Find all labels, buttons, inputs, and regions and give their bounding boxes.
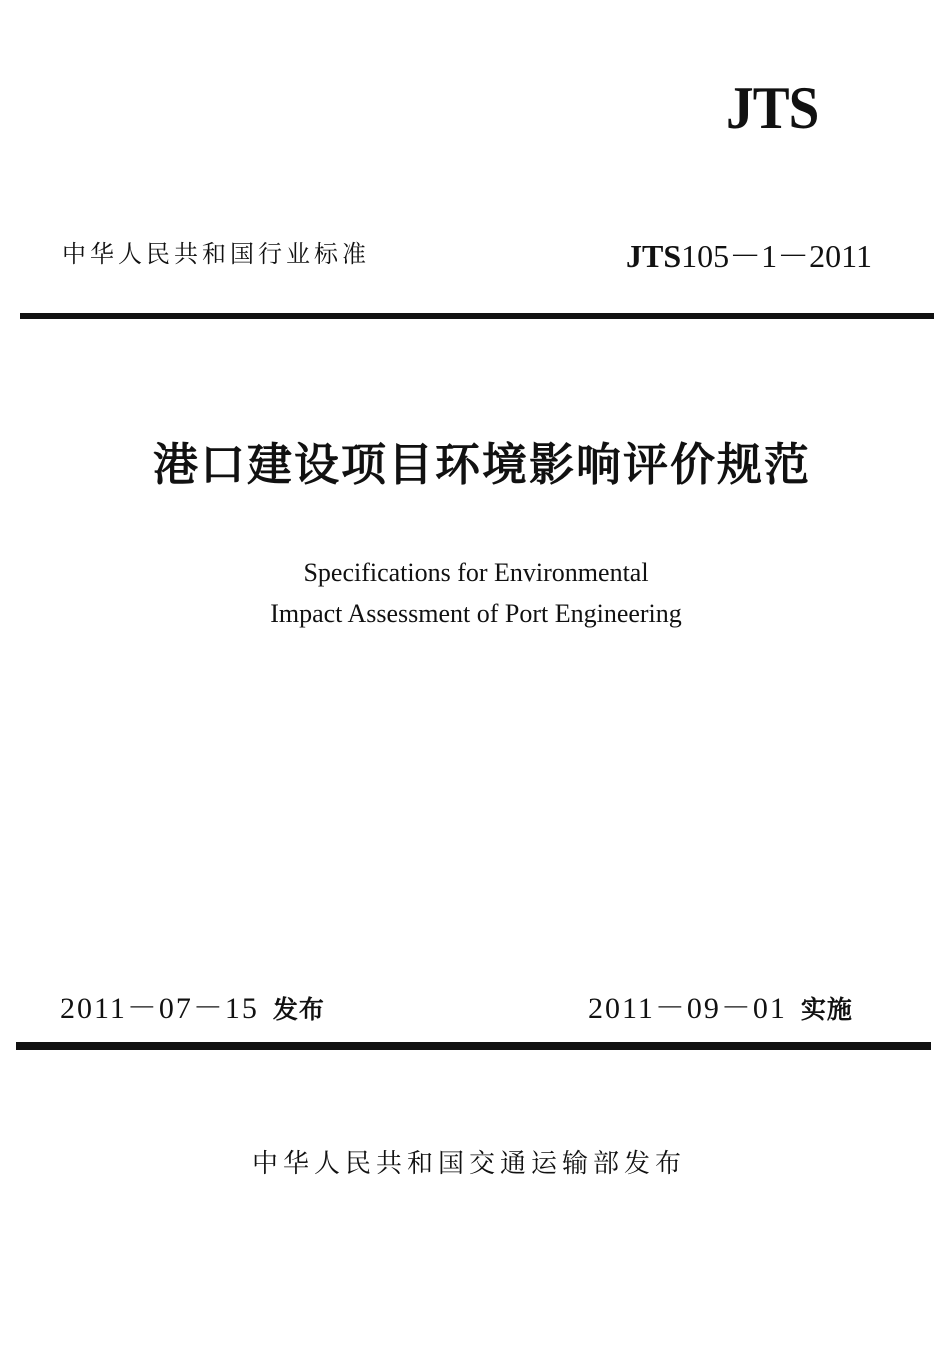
standard-code xyxy=(626,240,872,272)
title-english-line1: Specifications for Environmental xyxy=(303,558,649,587)
bottom-divider xyxy=(16,1042,931,1050)
publisher: 中华人民共和国交通运输部发布 xyxy=(251,1149,686,1179)
jts-logo: JTS xyxy=(725,75,818,141)
standard-category: 中华人民共和国行业标准 xyxy=(62,240,370,268)
implement-date-block xyxy=(588,994,853,1024)
issue-date: 2011－07－15 xyxy=(60,992,259,1025)
standard-code-prefix: JTS xyxy=(626,238,682,274)
standard-code-number: 105－1－2011 xyxy=(681,238,872,274)
title-english-line2: Impact Assessment of Port Engineering xyxy=(270,599,682,628)
implement-date: 2011－09－01 xyxy=(588,992,787,1025)
issue-label: 发布 xyxy=(272,995,325,1024)
implement-label: 实施 xyxy=(800,995,853,1024)
title-chinese: 港口建设项目环境影响评价规范 xyxy=(152,438,811,491)
issue-date-block xyxy=(60,994,325,1024)
top-divider xyxy=(20,313,934,319)
